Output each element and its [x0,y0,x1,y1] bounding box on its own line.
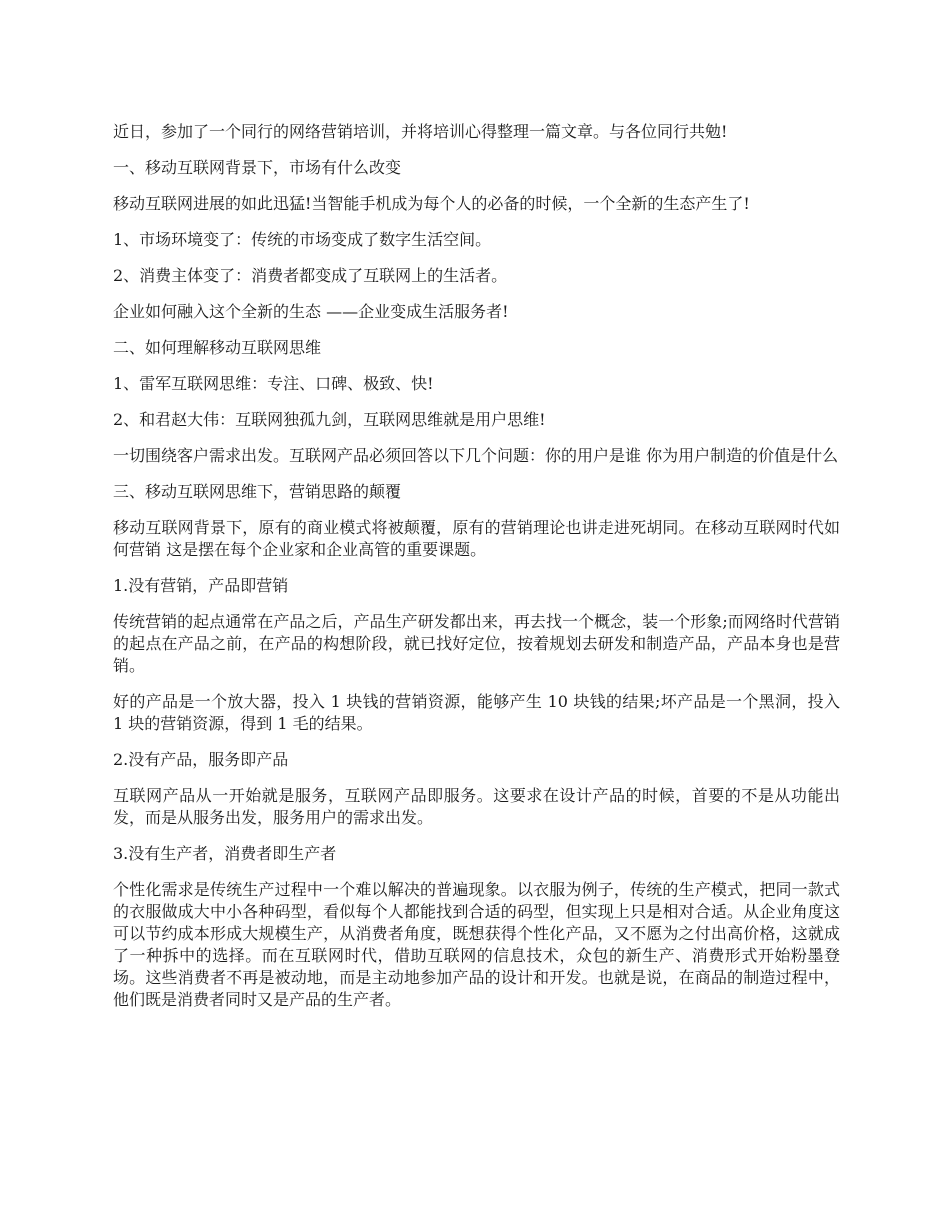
paragraph: 互联网产品从一开始就是服务，互联网产品即服务。这要求在设计产品的时候，首要的不是从功能出发，而是从服务出发，服务用户的需求出发。 [113,786,840,827]
paragraph: 好的产品是一个放大器，投入 1 块钱的营销资源，能够产生 10 块钱的结果;坏产品是一个黑洞，投入 1 块的营销资源，得到 1 毛的结果。 [113,692,840,733]
list-item: 1、雷军互联网思维：专注、口碑、极致、快! [113,374,434,393]
paragraph: 个性化需求是传统生产过程中一个难以解决的普遍现象。以衣服为例子，传统的生产模式，把同一款式的衣服做成大中小各种码型，看似每个人都能找到合适的码型，但实现上只是相对合适。从企业角度这可以节约成本形成大规模生产，从消费者角度，既想获得个性化产品，又不愿为之付出高价格，这就成了一种拆中的选择。而在互联网时代，借助互联网的信息技术，众包的新生产、消费形式开始粉墨登场。这些消费者不再是被动地，而是主动地参加产品的设计和开发。也就是说，在商品的制造过程中，他们既是消费者同时又是产品的生产者。 [113,880,840,1009]
subheading: 2.没有产品，服务即产品 [113,750,289,769]
subheading: 1.没有营销，产品即营销 [113,576,289,595]
paragraph: 一切围绕客户需求出发。互联网产品必须回答以下几个问题：你的用户是谁 你为用户制造的价值是什么 [113,446,839,465]
list-item: 2、和君赵大伟：互联网独孤九剑，互联网思维就是用户思维! [113,410,546,429]
document-body [113,121,840,1025]
paragraph: 移动互联网进展的如此迅猛!当智能手机成为每个人的必备的时候，一个全新的生态产生了! [113,194,750,213]
list-item: 2、消费主体变了：消费者都变成了互联网上的生活者。 [113,266,508,285]
section-heading-3: 三、移动互联网思维下，营销思路的颠覆 [113,482,402,501]
paragraph: 移动互联网背景下，原有的商业模式将被颠覆，原有的营销理论也讲走进死胡同。在移动互联网时代如何营销 这是摆在每个企业家和企业高管的重要课题。 [113,518,840,559]
list-item: 1、市场环境变了：传统的市场变成了数字生活空间。 [113,230,492,249]
paragraph: 传统营销的起点通常在产品之后，产品生产研发都出来，再去找一个概念，装一个形象;而网络时代营销的起点在产品之前，在产品的构想阶段，就已找好定位，按着规划去研发和制造产品，产品本身也是营销。 [113,612,840,675]
section-heading-2: 二、如何理解移动互联网思维 [113,338,322,357]
subheading: 3.没有生产者，消费者即生产者 [113,844,337,863]
paragraph: 企业如何融入这个全新的生态 ——企业变成生活服务者! [113,302,509,321]
intro-paragraph: 近日，参加了一个同行的网络营销培训，并将培训心得整理一篇文章。与各位同行共勉! [113,122,728,141]
section-heading-1: 一、移动互联网背景下，市场有什么改变 [113,158,402,177]
